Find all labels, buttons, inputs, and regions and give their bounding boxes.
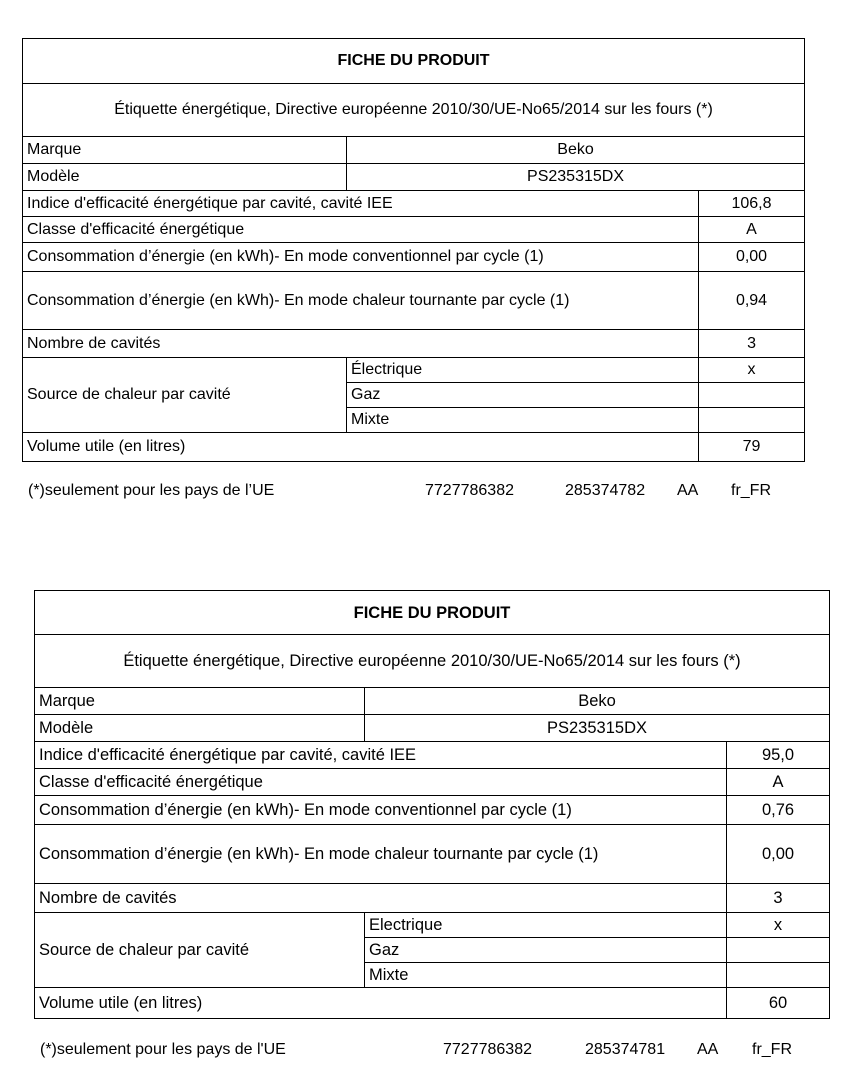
heat-source-label: Source de chaleur par cavité bbox=[23, 358, 347, 433]
model-value: PS235315DX bbox=[365, 715, 830, 742]
fan-consumption-label: Consommation d’énergie (en kWh)- En mode chaleur tournante par cycle (1) bbox=[35, 825, 727, 884]
sheet-subtitle: Étiquette énergétique, Directive européenne 2010/30/UE-No65/2014 sur les fours (*) bbox=[35, 635, 830, 688]
document-code: 285374781 bbox=[585, 1041, 666, 1058]
heat-gas-value bbox=[727, 938, 830, 963]
fan-consumption-value: 0,94 bbox=[699, 272, 805, 330]
cavities-value: 3 bbox=[699, 330, 805, 358]
brand-value: Beko bbox=[365, 688, 830, 715]
class-value: A bbox=[727, 769, 830, 796]
class-value: A bbox=[699, 217, 805, 243]
conv-consumption-value: 0,00 bbox=[699, 243, 805, 272]
sheet-subtitle: Étiquette énergétique, Directive européenne 2010/30/UE-No65/2014 sur les fours (*) bbox=[23, 84, 805, 137]
class-label: Classe d'efficacité énergétique bbox=[23, 217, 699, 243]
conv-consumption-label: Consommation d’énergie (en kWh)- En mode conventionnel par cycle (1) bbox=[35, 796, 727, 825]
iee-value: 95,0 bbox=[727, 742, 830, 769]
heat-gas-label: Gaz bbox=[365, 938, 727, 963]
product-sheet-2 bbox=[34, 590, 829, 1019]
product-sheet-1 bbox=[22, 38, 804, 462]
fan-consumption-value: 0,00 bbox=[727, 825, 830, 884]
heat-electric-label: Électrique bbox=[347, 358, 699, 383]
document-code: 285374782 bbox=[565, 482, 646, 499]
heat-electric-value: x bbox=[699, 358, 805, 383]
revision-code: AA bbox=[697, 1041, 719, 1058]
volume-value: 60 bbox=[727, 988, 830, 1019]
conv-consumption-label: Consommation d’énergie (en kWh)- En mode conventionnel par cycle (1) bbox=[23, 243, 699, 272]
revision-code: AA bbox=[677, 482, 699, 499]
brand-label: Marque bbox=[23, 137, 347, 164]
product-sheet-table bbox=[34, 590, 830, 1019]
cavities-value: 3 bbox=[727, 884, 830, 913]
class-label: Classe d'efficacité énergétique bbox=[35, 769, 727, 796]
heat-mixed-label: Mixte bbox=[365, 963, 727, 988]
cavities-label: Nombre de cavités bbox=[23, 330, 699, 358]
heat-gas-value bbox=[699, 383, 805, 408]
product-code: 7727786382 bbox=[443, 1041, 532, 1058]
brand-value: Beko bbox=[347, 137, 805, 164]
footnote: (*)seulement pour les pays de l’UE bbox=[28, 482, 275, 499]
conv-consumption-value: 0,76 bbox=[727, 796, 830, 825]
cavities-label: Nombre de cavités bbox=[35, 884, 727, 913]
heat-mixed-label: Mixte bbox=[347, 408, 699, 433]
heat-mixed-value bbox=[727, 963, 830, 988]
brand-label: Marque bbox=[35, 688, 365, 715]
sheet-title: FICHE DU PRODUIT bbox=[35, 591, 830, 635]
locale-code: fr_FR bbox=[731, 482, 771, 499]
locale-code: fr_FR bbox=[752, 1041, 792, 1058]
volume-label: Volume utile (en litres) bbox=[23, 433, 699, 462]
heat-source-label: Source de chaleur par cavité bbox=[35, 913, 365, 988]
footnote: (*)seulement pour les pays de l'UE bbox=[40, 1041, 286, 1058]
volume-value: 79 bbox=[699, 433, 805, 462]
product-code: 7727786382 bbox=[425, 482, 514, 499]
model-label: Modèle bbox=[23, 164, 347, 191]
fan-consumption-label: Consommation d’énergie (en kWh)- En mode chaleur tournante par cycle (1) bbox=[23, 272, 699, 330]
heat-gas-label: Gaz bbox=[347, 383, 699, 408]
heat-electric-value: x bbox=[727, 913, 830, 938]
heat-mixed-value bbox=[699, 408, 805, 433]
sheet-title: FICHE DU PRODUIT bbox=[23, 39, 805, 84]
iee-label: Indice d'efficacité énergétique par cavité, cavité IEE bbox=[23, 191, 699, 217]
model-label: Modèle bbox=[35, 715, 365, 742]
iee-value: 106,8 bbox=[699, 191, 805, 217]
product-sheet-table bbox=[22, 38, 805, 462]
heat-electric-label: Electrique bbox=[365, 913, 727, 938]
iee-label: Indice d'efficacité énergétique par cavité, cavité IEE bbox=[35, 742, 727, 769]
volume-label: Volume utile (en litres) bbox=[35, 988, 727, 1019]
model-value: PS235315DX bbox=[347, 164, 805, 191]
